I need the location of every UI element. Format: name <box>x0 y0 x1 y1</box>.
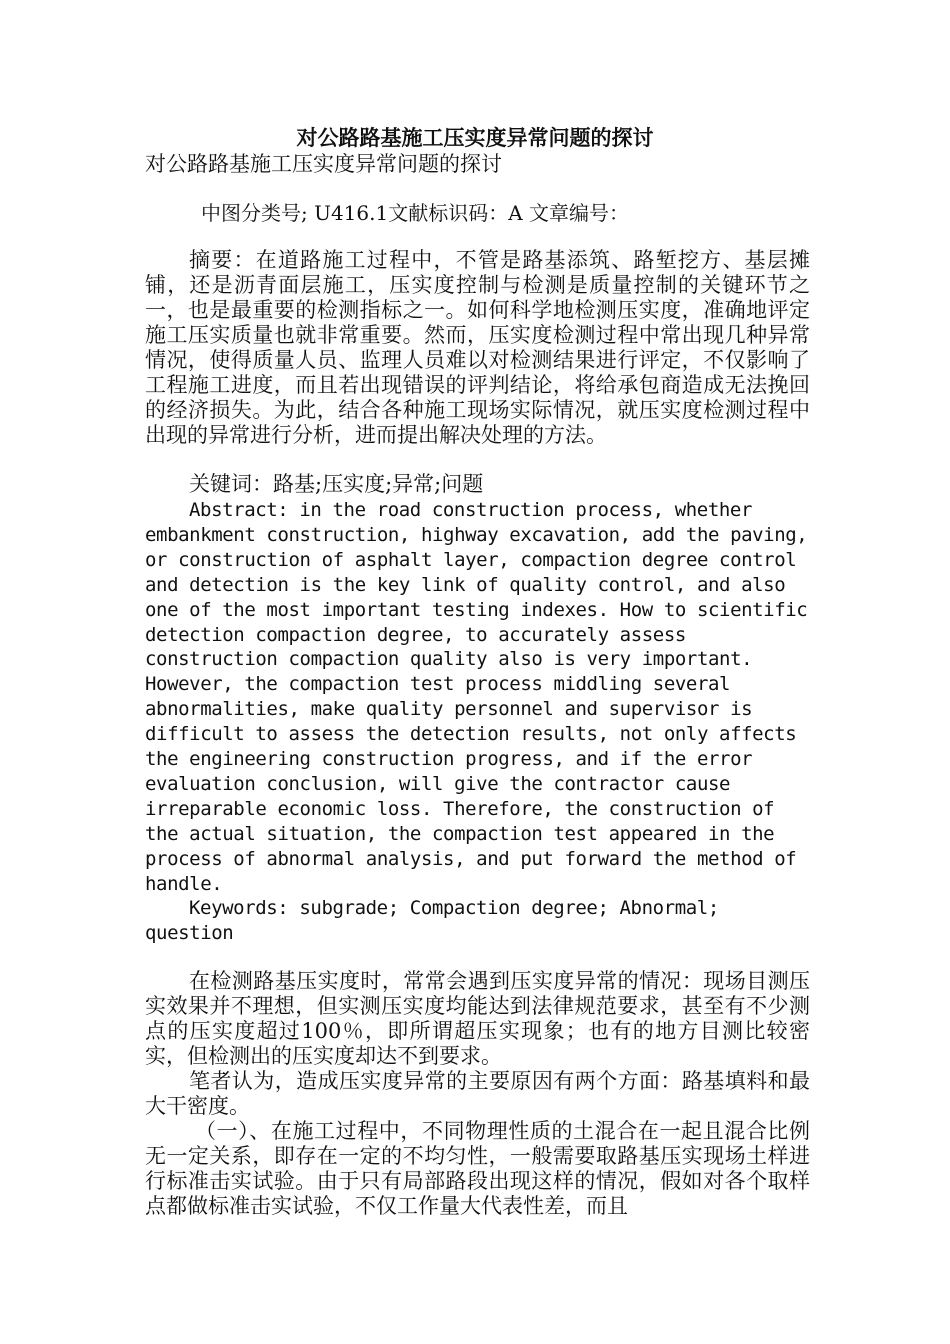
abstract-english: Abstract: in the road construction process, whether embankment construction, highway excavation, add the paving, or construction of asphalt layer, compaction degree control and detection is the key link of quality control, and also one of the most important testing indexes. How to scientific detection compaction degree, to accurately assess construction compaction quality also is very important. However, the compaction test process middling several abnormalities, make quality personnel and supervisor is difficult to assess the detection results, not only affects the engineering construction progress, and if the error evaluation conclusion, will give the contractor cause irreparable economic loss. Therefore, the construction of the actual situation, the compaction test appeared in the process of abnormal analysis, and put forward the method of handle. <box>145 499 808 895</box>
body-paragraph: 在检测路基压实度时，常常会遇到压实度异常的情况：现场目测压实效果并不理想，但实测压实度均能达到法律规范要求，甚至有不少测点的压实度超过100％，即所谓超压实现象；也有的地方目测比较密实，但检测出的压实度却达不到要求。 <box>145 969 810 1068</box>
classification-line: 中图分类号; U416.1文献标识码：A 文章编号： <box>201 201 630 225</box>
document-title: 对公路路基施工压实度异常问题的探讨 <box>296 125 654 150</box>
keywords-chinese: 关键词：路基;压实度;异常;问题 <box>189 472 484 496</box>
abstract-chinese: 摘要：在道路施工过程中，不管是路基添筑、路堑挖方、基层摊铺，还是沥青面层施工，压实度控制与检测是质量控制的关键环节之一，也是最重要的检测指标之一。如何科学地检测压实度，准确地评定施工压实质量也就非常重要。然而，压实度检测过程中常出现几种异常情况，使得质量人员、监理人员难以对检测结果进行评定，不仅影响了工程施工进度，而且若出现错误的评判结论，将给承包商造成无法挽回的经济损失。为此，结合各种施工现场实际情况，就压实度检测过程中出现的异常进行分析，进而提出解决处理的方法。 <box>145 248 810 447</box>
keywords-english: Keywords: subgrade; Compaction degree; Abnormal; question <box>145 897 719 944</box>
document-subtitle: 对公路路基施工压实度异常问题的探讨 <box>145 152 502 176</box>
body-paragraph: 笔者认为，造成压实度异常的主要原因有两个方面：路基填料和最大干密度。 <box>145 1069 810 1118</box>
body-paragraph: （一）、在施工过程中，不同物理性质的土混合在一起且混合比例无一定关系，即存在一定的不均匀性，一般需要取路基压实现场土样进行标准击实试验。由于只有局部路段出现这样的情况，假如对各个取样点都做标准击实试验，不仅工作量大代表性差，而且 <box>145 1119 810 1218</box>
